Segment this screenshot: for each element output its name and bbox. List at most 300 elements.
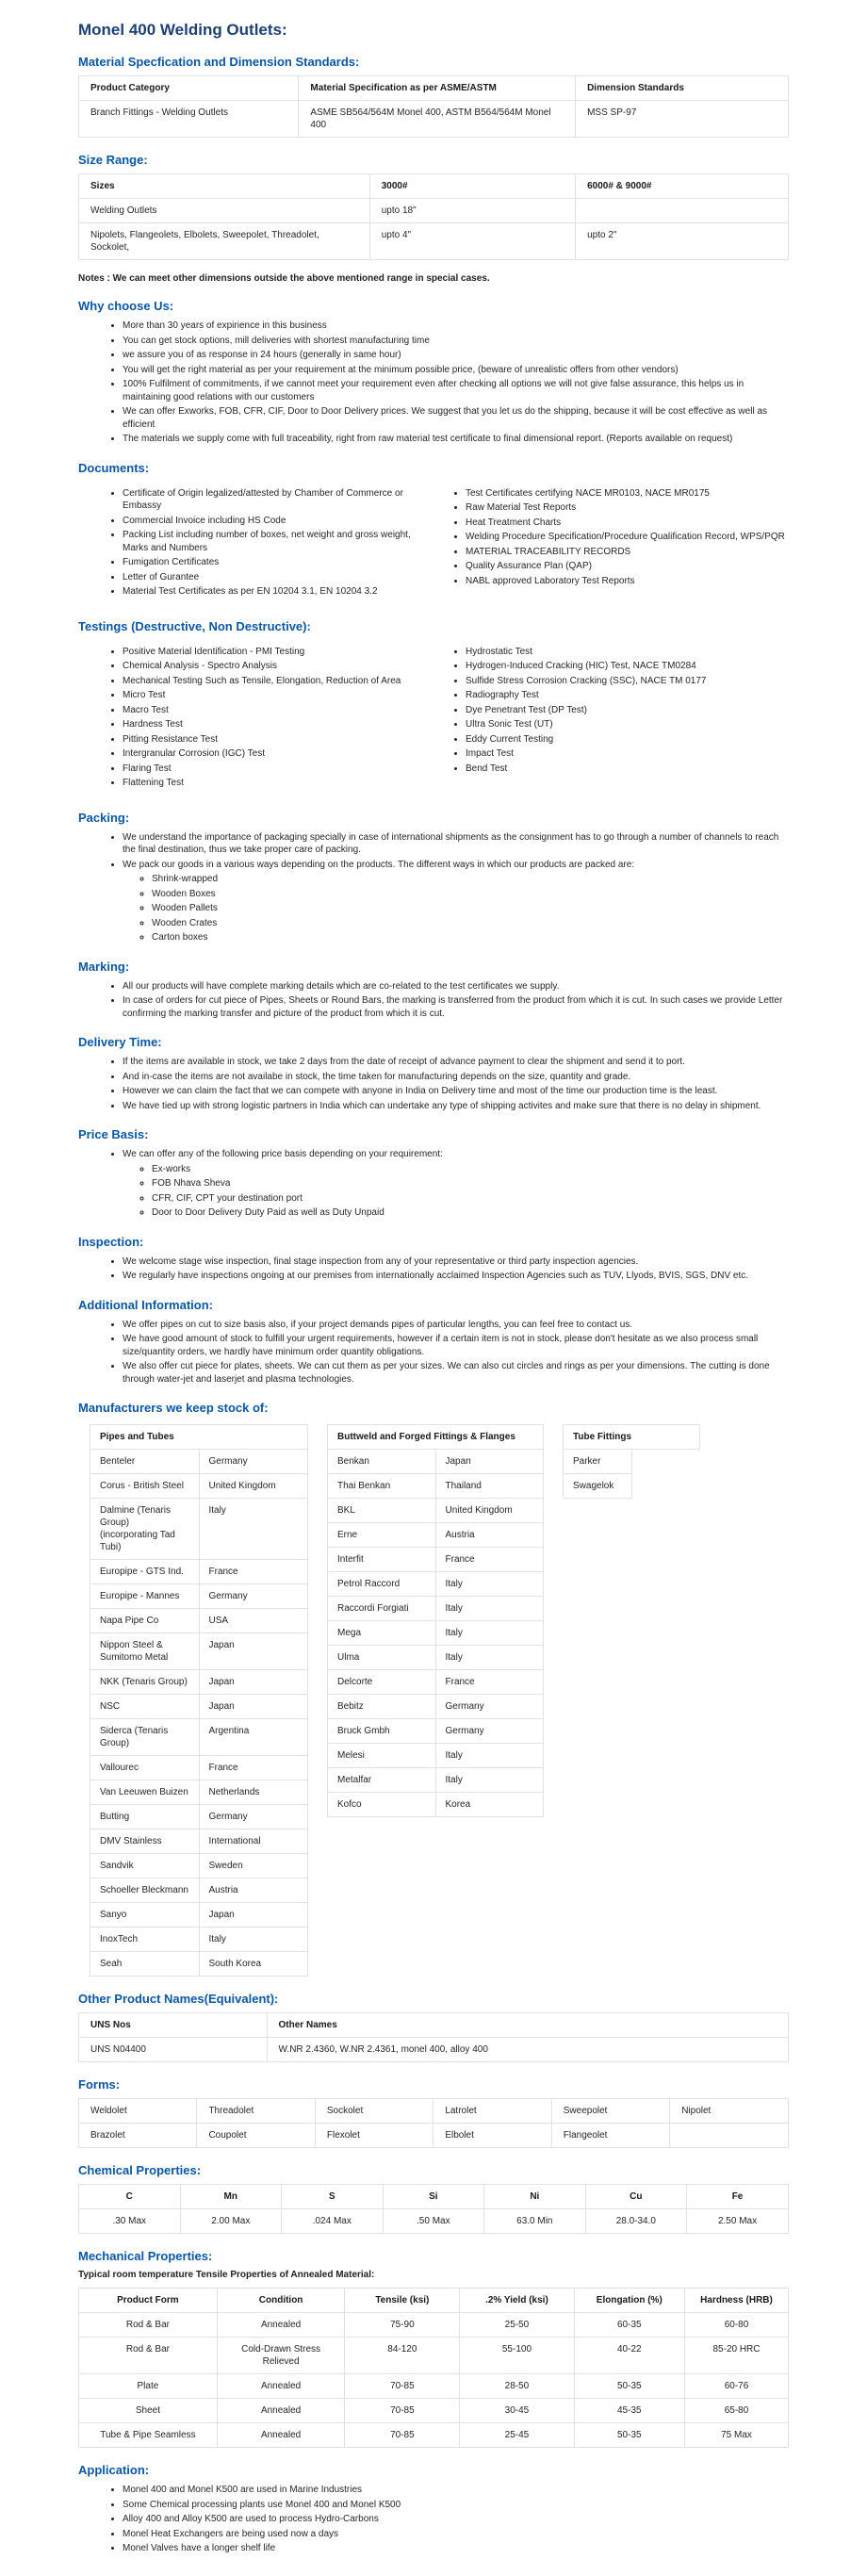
section-marking <box>78 960 789 1021</box>
packing-methods-list <box>123 873 789 944</box>
section-chemical-properties <box>78 2163 789 2234</box>
inspection-heading: Inspection: <box>78 1234 144 1249</box>
documents-columns <box>78 482 789 604</box>
table-cell: Japan <box>199 1633 308 1670</box>
section-why-choose-us <box>78 299 789 446</box>
section-price-basis <box>78 1127 789 1220</box>
section-other-product-names <box>78 1992 789 2062</box>
column-header: Fe <box>687 2185 789 2209</box>
table-cell: 60-76 <box>685 2374 789 2399</box>
list-item: • Impact Test <box>466 747 789 761</box>
table-row <box>90 1780 308 1805</box>
table-row <box>79 2313 789 2338</box>
table-cell: Sweepolet <box>551 2099 669 2124</box>
column-header: Dimension Standards <box>576 76 789 101</box>
table-cell: Italy <box>435 1768 544 1793</box>
table-row <box>90 1854 308 1879</box>
testings-list-right <box>434 644 789 792</box>
list-item: • Flattening Test <box>123 777 434 790</box>
table-cell: Benteler <box>90 1450 200 1474</box>
mechanical-properties-heading: Mechanical Properties: <box>78 2249 213 2263</box>
list-item: ◦ Wooden Boxes <box>152 888 789 901</box>
list-item: • MATERIAL TRACEABILITY RECORDS <box>466 546 789 559</box>
price-basis-list <box>78 1148 789 1220</box>
list-item: • Micro Test <box>123 689 434 702</box>
list-item: • Eddy Current Testing <box>466 733 789 747</box>
table-cell: Bebitz <box>328 1695 436 1719</box>
list-item: • We understand the importance of packaging specially in case of international shipments as the consignment has to go through a number of channels to reach the final destination, thus we take proper care of packing. <box>123 831 789 857</box>
table-row <box>328 1523 544 1548</box>
table-row <box>90 1584 308 1609</box>
table-cell: Nipolet <box>670 2099 789 2124</box>
column-header: Si <box>383 2185 484 2209</box>
column-header: Cu <box>585 2185 687 2209</box>
size-range-heading: Size Range: <box>78 153 148 167</box>
table-row <box>79 2338 789 2374</box>
table-cell <box>670 2124 789 2148</box>
forms-heading: Forms: <box>78 2077 121 2092</box>
mechanical-properties-subtitle: Typical room temperature Tensile Properties of Annealed Material: <box>78 2270 375 2280</box>
application-heading: Application: <box>78 2463 150 2477</box>
table-cell: 2.00 Max <box>180 2209 282 2234</box>
list-item: • Raw Material Test Reports <box>466 501 789 515</box>
list-item: • We offer pipes on cut to size basis also, if your project demands pipes of particular lengths, you can feel free to contact us. <box>123 1319 789 1332</box>
table-row <box>90 1499 308 1560</box>
price-basis-heading: Price Basis: <box>78 1127 149 1141</box>
documents-list-right <box>434 485 789 600</box>
packing-list <box>78 831 789 944</box>
table-cell: Sheet <box>79 2399 218 2423</box>
table-cell: Sockolet <box>315 2099 433 2124</box>
section-inspection <box>78 1235 789 1283</box>
marking-list <box>78 980 789 1021</box>
table-cell: 70-85 <box>345 2399 460 2423</box>
table-row <box>90 1695 308 1719</box>
list-item: • Pitting Resistance Test <box>123 733 434 747</box>
table-cell: Argentina <box>199 1719 308 1756</box>
table-cell: Parker <box>564 1450 632 1474</box>
list-item: • You can get stock options, mill deliveries with shortest manufacturing time <box>123 335 789 348</box>
table-cell: Sweden <box>199 1854 308 1879</box>
table-cell: Italy <box>199 1928 308 1952</box>
table-cell: France <box>435 1670 544 1695</box>
table-header-row <box>90 1425 308 1450</box>
table-row <box>90 1756 308 1780</box>
table-cell: ASME SB564/564M Monel 400, ASTM B564/564M Monel 400 <box>299 101 576 138</box>
list-item: ◦ Wooden Pallets <box>152 902 789 915</box>
table-cell: 50-35 <box>574 2423 684 2448</box>
table-row <box>328 1621 544 1646</box>
list-item: • Mechanical Testing Such as Tensile, Elongation, Reduction of Area <box>123 675 434 688</box>
table-row <box>90 1879 308 1903</box>
table-cell: 25-45 <box>460 2423 574 2448</box>
table-row <box>328 1744 544 1768</box>
table-cell: 70-85 <box>345 2374 460 2399</box>
table-cell: France <box>435 1548 544 1572</box>
table-cell: 25-50 <box>460 2313 574 2338</box>
other-product-names-table <box>78 2012 789 2062</box>
list-item: • However we can claim the fact that we can compete with anyone in India on Delivery time and most of the time our production time is the least. <box>123 1085 789 1098</box>
table-cell: 63.0 Min <box>484 2209 586 2234</box>
table-cell: Raccordi Forgiati <box>328 1597 436 1621</box>
list-item: ◦ Shrink-wrapped <box>152 873 789 886</box>
table-cell: NKK (Tenaris Group) <box>90 1670 200 1695</box>
list-item: • NABL approved Laboratory Test Reports <box>466 575 789 588</box>
delivery-time-list <box>78 1056 789 1112</box>
table-row <box>79 2209 789 2234</box>
list-item: • Material Test Certificates as per EN 10204 3.1, EN 10204 3.2 <box>123 585 434 599</box>
table-cell: Welding Outlets <box>79 199 370 223</box>
table-cell: Sanyo <box>90 1903 200 1928</box>
other-product-names-heading: Other Product Names(Equivalent): <box>78 1992 279 2006</box>
table-cell: Austria <box>435 1523 544 1548</box>
table-cell: 65-80 <box>685 2399 789 2423</box>
list-item: • Radiography Test <box>466 689 789 702</box>
table-cell: 75-90 <box>345 2313 460 2338</box>
table-cell: Japan <box>199 1670 308 1695</box>
page-content <box>78 0 789 2576</box>
manufacturer-tables <box>90 1424 789 1977</box>
table-header-row <box>79 2013 789 2038</box>
list-item: • 100% Fulfilment of commitments, if we cannot meet your requirement even after checking all options we will not give false assurance, this helps us in maintaining good relations with our customers <box>123 378 789 403</box>
section-packing <box>78 811 789 944</box>
table-cell: Rod & Bar <box>79 2313 218 2338</box>
list-item: • Flaring Test <box>123 763 434 776</box>
table-row <box>328 1572 544 1597</box>
additional-information-heading: Additional Information: <box>78 1297 213 1312</box>
price-basis-intro: We can offer any of the following price basis depending on your requirement: <box>123 1149 443 1159</box>
table-cell: 84-120 <box>345 2338 460 2374</box>
delivery-time-heading: Delivery Time: <box>78 1035 162 1049</box>
list-item: • And in-case the items are not availabe in stock, the time taken for manufacturing depends on the size, quantity and grade. <box>123 1071 789 1084</box>
table-cell: Annealed <box>217 2423 345 2448</box>
list-item: • Dye Penetrant Test (DP Test) <box>466 704 789 717</box>
table-cell: W.NR 2.4360, W.NR 2.4361, monel 400, alloy 400 <box>267 2038 788 2062</box>
list-item <box>123 1148 789 1220</box>
list-item: • Chemical Analysis - Spectro Analysis <box>123 660 434 673</box>
list-item: • We have good amount of stock to fulfill your urgent requirements, however if a certain item is not in stock, please don't hesitate as we also process small size/quantity orders, we hardly have minimum order quantity obligations. <box>123 1333 789 1358</box>
table-cell: Japan <box>199 1695 308 1719</box>
table-row <box>328 1768 544 1793</box>
packing-heading: Packing: <box>78 810 130 825</box>
table-cell: 70-85 <box>345 2423 460 2448</box>
column-header: Material Specification as per ASME/ASTM <box>299 76 576 101</box>
table-cell: Annealed <box>217 2313 345 2338</box>
chemical-properties-table <box>78 2184 789 2234</box>
table-row <box>564 1474 700 1499</box>
list-item: • Commercial Invoice including HS Code <box>123 515 434 528</box>
manufacturers-heading: Manufacturers we keep stock of: <box>78 1401 269 1415</box>
table-cell: USA <box>199 1609 308 1633</box>
marking-heading: Marking: <box>78 959 130 974</box>
table-cell: Kofco <box>328 1793 436 1817</box>
additional-information-list <box>78 1319 789 1386</box>
section-documents <box>78 461 789 604</box>
table-cell: Corus - British Steel <box>90 1474 200 1499</box>
column-header: Other Names <box>267 2013 788 2038</box>
list-item: • Welding Procedure Specification/Procedure Qualification Record, WPS/PQR <box>466 531 789 544</box>
table-row <box>328 1719 544 1744</box>
table-cell: Seah <box>90 1952 200 1977</box>
column-header: Tensile (ksi) <box>345 2289 460 2313</box>
why-choose-us-list <box>78 320 789 446</box>
table-cell: Italy <box>435 1744 544 1768</box>
list-item: • In case of orders for cut piece of Pipes, Sheets or Round Bars, the marking is transferred from the product from which it is cut. In such cases we provide Letter confirming the marking transfer and picture of the product from which it is cut. <box>123 994 789 1020</box>
table-cell: Weldolet <box>79 2099 197 2124</box>
table-row <box>328 1597 544 1621</box>
column-header: Product Form <box>79 2289 218 2313</box>
testings-list-left <box>78 644 434 792</box>
table-cell: NSC <box>90 1695 200 1719</box>
column-header: Product Category <box>79 76 299 101</box>
table-cell: Italy <box>199 1499 308 1560</box>
list-item: • we assure you of as response in 24 hours (generally in same hour) <box>123 349 789 362</box>
list-item: • Alloy 400 and Alloy K500 are used to process Hydro-Carbons <box>123 2513 789 2526</box>
table-cell: upto 2" <box>576 223 789 260</box>
table-cell: France <box>199 1560 308 1584</box>
table-cell: Dalmine (Tenaris Group) (incorporating Tad Tubi) <box>90 1499 200 1560</box>
table-cell: France <box>199 1756 308 1780</box>
table-row <box>90 1903 308 1928</box>
column-header: 3000# <box>369 174 575 199</box>
list-item: ◦ Carton boxes <box>152 931 789 944</box>
section-size-range <box>78 153 789 284</box>
table-cell: United Kingdom <box>199 1474 308 1499</box>
manufacturer-table-title: Buttweld and Forged Fittings & Flanges <box>328 1425 544 1450</box>
column-header: Sizes <box>79 174 370 199</box>
table-cell: Elbolet <box>434 2124 551 2148</box>
table-cell: .024 Max <box>282 2209 384 2234</box>
table-cell: Thai Benkan <box>328 1474 436 1499</box>
list-item: • We regularly have inspections ongoing at our premises from internationally acclaimed Inspection Agencies such as TUV, Llyods, BVIS, SGS, DNV etc. <box>123 1270 789 1283</box>
table-row <box>90 1633 308 1670</box>
table-row <box>79 2399 789 2423</box>
table-cell: Ulma <box>328 1646 436 1670</box>
table-cell: Germany <box>199 1450 308 1474</box>
table-cell <box>576 199 789 223</box>
table-cell: Flangeolet <box>551 2124 669 2148</box>
section-manufacturers <box>78 1401 789 1977</box>
size-range-table <box>78 173 789 260</box>
table-row <box>79 199 789 223</box>
table-cell: Annealed <box>217 2399 345 2423</box>
list-item: • We can offer Exworks, FOB, CFR, CIF, Door to Door Delivery prices. We suggest that you let us do the shipping, because it will be cost effective as well as efficient <box>123 405 789 431</box>
table-row <box>90 1928 308 1952</box>
list-item: • Macro Test <box>123 704 434 717</box>
manufacturer-table-title: Pipes and Tubes <box>90 1425 308 1450</box>
mechanical-properties-table <box>78 2288 789 2448</box>
table-row <box>90 1609 308 1633</box>
column-header: C <box>79 2185 181 2209</box>
table-cell: International <box>199 1829 308 1854</box>
table-cell: .50 Max <box>383 2209 484 2234</box>
table-cell: Van Leeuwen Buizen <box>90 1780 200 1805</box>
list-item: • Sulfide Stress Corrosion Cracking (SSC), NACE TM 0177 <box>466 675 789 688</box>
table-row <box>90 1952 308 1977</box>
table-row <box>328 1474 544 1499</box>
chemical-properties-heading: Chemical Properties: <box>78 2163 202 2177</box>
list-item: • Monel Heat Exchangers are being used now a days <box>123 2528 789 2541</box>
table-row <box>328 1695 544 1719</box>
list-item: • Certificate of Origin legalized/attested by Chamber of Commerce or Embassy <box>123 487 434 513</box>
table-row <box>79 2124 789 2148</box>
list-item: • Hydrostatic Test <box>466 646 789 659</box>
table-cell: Italy <box>435 1572 544 1597</box>
material-spec-table <box>78 75 789 138</box>
list-item: ◦ CFR, CIF, CPT your destination port <box>152 1192 789 1206</box>
table-cell: Italy <box>435 1597 544 1621</box>
table-cell: Erne <box>328 1523 436 1548</box>
table-row <box>79 2099 789 2124</box>
column-header: S <box>282 2185 384 2209</box>
table-cell: 60-35 <box>574 2313 684 2338</box>
manufacturer-table-title: Tube Fittings <box>564 1425 700 1450</box>
table-header-row <box>79 76 789 101</box>
table-cell: Europipe - Mannes <box>90 1584 200 1609</box>
table-row <box>328 1548 544 1572</box>
list-item: ◦ FOB Nhava Sheva <box>152 1177 789 1190</box>
column-header: 6000# & 9000# <box>576 174 789 199</box>
table-header-row <box>564 1425 700 1450</box>
list-item: • Test Certificates certifying NACE MR0103, NACE MR0175 <box>466 487 789 500</box>
manufacturer-table <box>90 1424 308 1977</box>
table-cell: Petrol Raccord <box>328 1572 436 1597</box>
table-row <box>79 2423 789 2448</box>
section-testings <box>78 619 789 796</box>
list-item: • We also offer cut piece for plates, sheets. We can cut them as per your sizes. We can also cut circles and rings as per your dimensions. The cutting is done through water-jet and laserjet and plasma technologies. <box>123 1360 789 1386</box>
manufacturer-table <box>327 1424 544 1817</box>
testings-heading: Testings (Destructive, Non Destructive): <box>78 618 311 633</box>
table-cell: Coupolet <box>197 2124 315 2148</box>
table-cell: Napa Pipe Co <box>90 1609 200 1633</box>
table-cell: Europipe - GTS Ind. <box>90 1560 200 1584</box>
packing-intro: We pack our goods in a various ways depending on the products. The different ways in which our products are packed are: <box>123 859 635 870</box>
documents-list-left <box>78 485 434 600</box>
page-title: Monel 400 Welding Outlets: <box>78 21 287 39</box>
table-row <box>564 1450 700 1474</box>
table-cell: Metalfar <box>328 1768 436 1793</box>
section-material-spec <box>78 55 789 138</box>
table-cell: Cold-Drawn Stress Relieved <box>217 2338 345 2374</box>
section-mechanical-properties <box>78 2249 789 2448</box>
table-cell: Nippon Steel & Sumitomo Metal <box>90 1633 200 1670</box>
table-row <box>90 1560 308 1584</box>
table-cell: 60-80 <box>685 2313 789 2338</box>
table-cell: Germany <box>199 1805 308 1829</box>
table-cell: Vallourec <box>90 1756 200 1780</box>
list-item: • Monel 400 and Monel K500 are used in Marine Industries <box>123 2484 789 2497</box>
section-delivery-time <box>78 1035 789 1112</box>
table-cell: Annealed <box>217 2374 345 2399</box>
table-cell: 28.0-34.0 <box>585 2209 687 2234</box>
forms-table <box>78 2098 789 2148</box>
table-row <box>90 1450 308 1474</box>
table-cell: UNS N04400 <box>79 2038 268 2062</box>
table-row <box>90 1805 308 1829</box>
table-cell: 28-50 <box>460 2374 574 2399</box>
table-cell: InoxTech <box>90 1928 200 1952</box>
table-cell: Japan <box>199 1903 308 1928</box>
table-cell: 45-35 <box>574 2399 684 2423</box>
table-cell: Threadolet <box>197 2099 315 2124</box>
table-row <box>79 223 789 260</box>
table-row <box>328 1646 544 1670</box>
list-item: ◦ Ex-works <box>152 1163 789 1176</box>
table-cell: Netherlands <box>199 1780 308 1805</box>
list-item: • Packing List including number of boxes, net weight and gross weight, Marks and Numbers <box>123 529 434 554</box>
table-row <box>90 1474 308 1499</box>
table-row <box>79 101 789 138</box>
table-cell: Nipolets, Flangeolets, Elbolets, Sweepolet, Threadolet, Sockolet, <box>79 223 370 260</box>
table-cell: 50-35 <box>574 2374 684 2399</box>
table-cell: Germany <box>199 1584 308 1609</box>
table-cell: Italy <box>435 1621 544 1646</box>
list-item: • You will get the right material as per your requirement at the minimum possible price, (beware of unrealistic offers from other vendors) <box>123 364 789 377</box>
table-header-row <box>79 2289 789 2313</box>
column-header: Mn <box>180 2185 282 2209</box>
table-cell: Germany <box>435 1719 544 1744</box>
table-header-row <box>79 174 789 199</box>
list-item: • More than 30 years of expirience in this business <box>123 320 789 333</box>
table-cell: 40-22 <box>574 2338 684 2374</box>
table-cell: Bruck Gmbh <box>328 1719 436 1744</box>
table-cell: 75 Max <box>685 2423 789 2448</box>
table-cell: Benkan <box>328 1450 436 1474</box>
table-row <box>79 2374 789 2399</box>
list-item: • Bend Test <box>466 763 789 776</box>
list-item: • Letter of Gurantee <box>123 571 434 584</box>
list-item: • Heat Treatment Charts <box>466 517 789 530</box>
list-item: • Ultra Sonic Test (UT) <box>466 718 789 731</box>
list-item: • If the items are available in stock, we take 2 days from the date of receipt of advance payment to clear the shipment and send it to port. <box>123 1056 789 1069</box>
why-choose-us-heading: Why choose Us: <box>78 299 174 313</box>
table-row <box>90 1829 308 1854</box>
list-item: • We welcome stage wise inspection, final stage inspection from any of your representative or third party inspection agencies. <box>123 1255 789 1269</box>
size-range-notes: Notes : We can meet other dimensions outside the above mentioned range in special cases. <box>78 273 490 284</box>
table-cell: Delcorte <box>328 1670 436 1695</box>
list-item: • Fumigation Certificates <box>123 556 434 569</box>
material-spec-heading: Material Specfication and Dimension Standards: <box>78 55 360 69</box>
table-cell: BKL <box>328 1499 436 1523</box>
table-cell: DMV Stainless <box>90 1829 200 1854</box>
section-forms <box>78 2077 789 2148</box>
list-item: • Some Chemical processing plants use Monel 400 and Monel K500 <box>123 2499 789 2512</box>
list-item: • The materials we supply come with full traceability, right from raw material test certificate to final dimensional report. (Reports available on request) <box>123 433 789 446</box>
list-item: ◦ Wooden Crates <box>152 917 789 930</box>
table-cell: .30 Max <box>79 2209 181 2234</box>
table-cell: 55-100 <box>460 2338 574 2374</box>
table-cell: Sandvik <box>90 1854 200 1879</box>
table-cell: South Korea <box>199 1952 308 1977</box>
list-item: • All our products will have complete marking details which are co-related to the test certificates we supply. <box>123 980 789 993</box>
documents-heading: Documents: <box>78 460 150 475</box>
column-header: Ni <box>484 2185 586 2209</box>
table-cell: Thailand <box>435 1474 544 1499</box>
table-cell: Korea <box>435 1793 544 1817</box>
list-item: • We have tied up with strong logistic partners in India which can undertake any type of shipping activites and make sure that there is no delay in shipment. <box>123 1100 789 1113</box>
table-cell: Butting <box>90 1805 200 1829</box>
table-cell: Siderca (Tenaris Group) <box>90 1719 200 1756</box>
list-item: • Positive Material Identification - PMI Testing <box>123 646 434 659</box>
table-cell: Rod & Bar <box>79 2338 218 2374</box>
column-header: .2% Yield (ksi) <box>460 2289 574 2313</box>
table-cell: Italy <box>435 1646 544 1670</box>
table-cell: 2.50 Max <box>687 2209 789 2234</box>
table-row <box>90 1719 308 1756</box>
section-application <box>78 2463 789 2555</box>
column-header: Condition <box>217 2289 345 2313</box>
table-row <box>90 1670 308 1695</box>
